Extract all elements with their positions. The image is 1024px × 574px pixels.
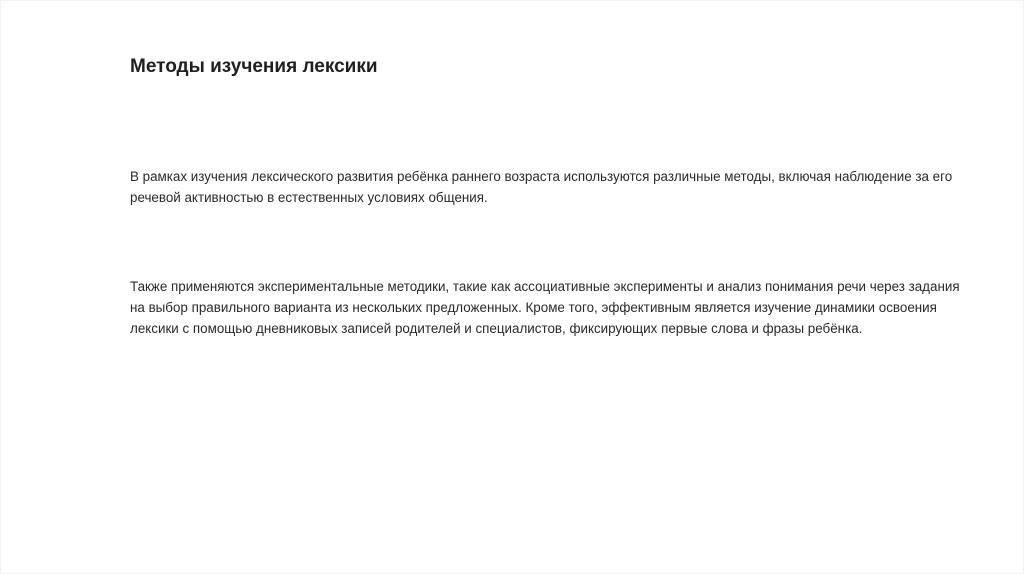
slide-title: Методы изучения лексики [130, 56, 378, 77]
paragraph-observation: В рамках изучения лексического развития ребёнка раннего возраста используются различные методы, включая наблюдение за его речевой активностью в естественных условиях общения. [130, 169, 953, 205]
paragraph-experimental-methods: Также применяются экспериментальные методики, такие как ассоциативные эксперименты и анализ понимания речи через задания на выбор правильного варианта из нескольких предложенных. Кроме того, эффективным является изучение динамики освоения лексики с помощью дневниковых записей родителей и специалистов, фиксирующих первые слова и фразы ребёнка. [130, 279, 960, 336]
